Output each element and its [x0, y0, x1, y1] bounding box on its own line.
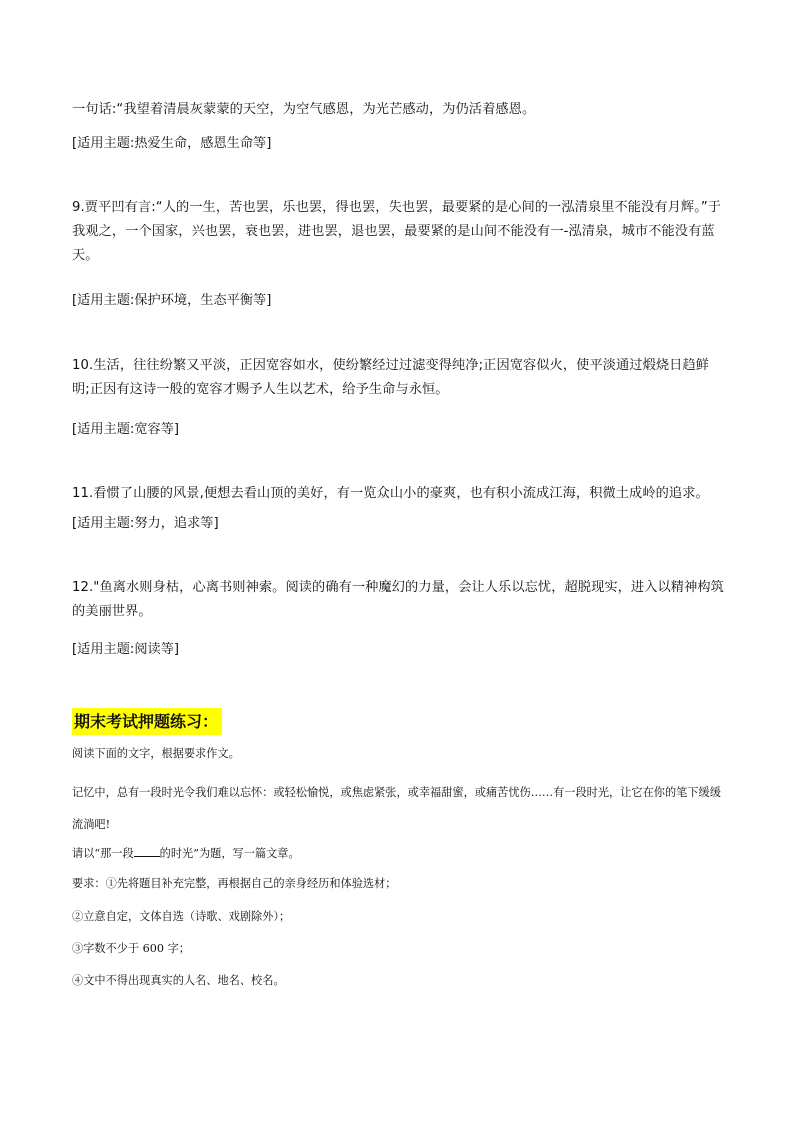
quote-8-topic: [适用主题:热爱生命，感恩生命等] — [72, 136, 272, 151]
exam-section-title: 期末考试押题练习： — [72, 708, 222, 735]
quote-9-text: 9.贾平凹有言:“人的一生，苦也罢，乐也罢，得也罢，失也罢，最要紧的是心间的一泓清泉里不能没有月辉。”于我观之，一个国家，兴也罢，衰也罢，进也罢，退也罢，最要紧的是山间不能没有一-泓清泉，城市不能没有蓝天。 — [72, 200, 722, 263]
quote-11-topic: [适用主题:努力，追求等] — [72, 516, 219, 531]
fill-in-blank — [134, 844, 160, 857]
quote-11-text: 11.看惯了山腰的风景,便想去看山顶的美好，有一览众山小的豪爽，也有积小流成江海，积微土成岭的追求。 — [72, 486, 709, 501]
quote-9-topic: [适用主题:保护环境，生态平衡等] — [72, 293, 272, 308]
quote-10-topic: [适用主题:宽容等] — [72, 422, 180, 437]
exam-requirement-4: ④文中不得出现真实的人名、地名、校名。 — [72, 974, 285, 987]
exam-requirement-1: 要求：①先将题目补充完整，再根据自己的亲身经历和体验选材； — [72, 877, 397, 890]
title-req-prefix: 请以“那一段 — [72, 847, 134, 860]
title-req-suffix: 的时光”为题，写一篇文章。 — [159, 847, 300, 860]
quote-12-topic: [适用主题:阅读等] — [72, 642, 180, 657]
exam-prompt: 记忆中，总有一段时光令我们难以忘怀：或轻松愉悦，或焦虑紧张，或幸福甜蜜，或痛苦忧伤……有一段时光，让它在你的笔下缓缓流淌吧! — [72, 786, 721, 831]
quote-8-text: 一句话:“我望着清晨灰蒙蒙的天空，为空气感恩，为光芒感动，为仍活着感恩。 — [72, 102, 536, 117]
exam-requirement-2: ②立意自定，文体自选（诗歌、戏剧除外）； — [72, 910, 291, 923]
quote-10-text: 10.生活，往往纷繁又平淡，正因宽容如水，使纷繁经过过滤变得纯净;正因宽容似火，使平淡通过煅烧日趋鲜明;正因有这诗一般的宽容才赐予人生以艺术，给予生命与永恒。 — [72, 358, 710, 397]
exam-title-requirement — [72, 843, 724, 865]
exam-instruction: 阅读下面的文字，根据要求作文。 — [72, 747, 240, 760]
exam-requirement-3: ③字数不少于 600 字； — [72, 942, 190, 955]
quote-12-text: 12."鱼离水则身枯，心离书则神索。阅读的确有一种魔幻的力量，会让人乐以忘忧，超脱现实，进入以精神构筑的美丽世界。 — [72, 580, 724, 619]
